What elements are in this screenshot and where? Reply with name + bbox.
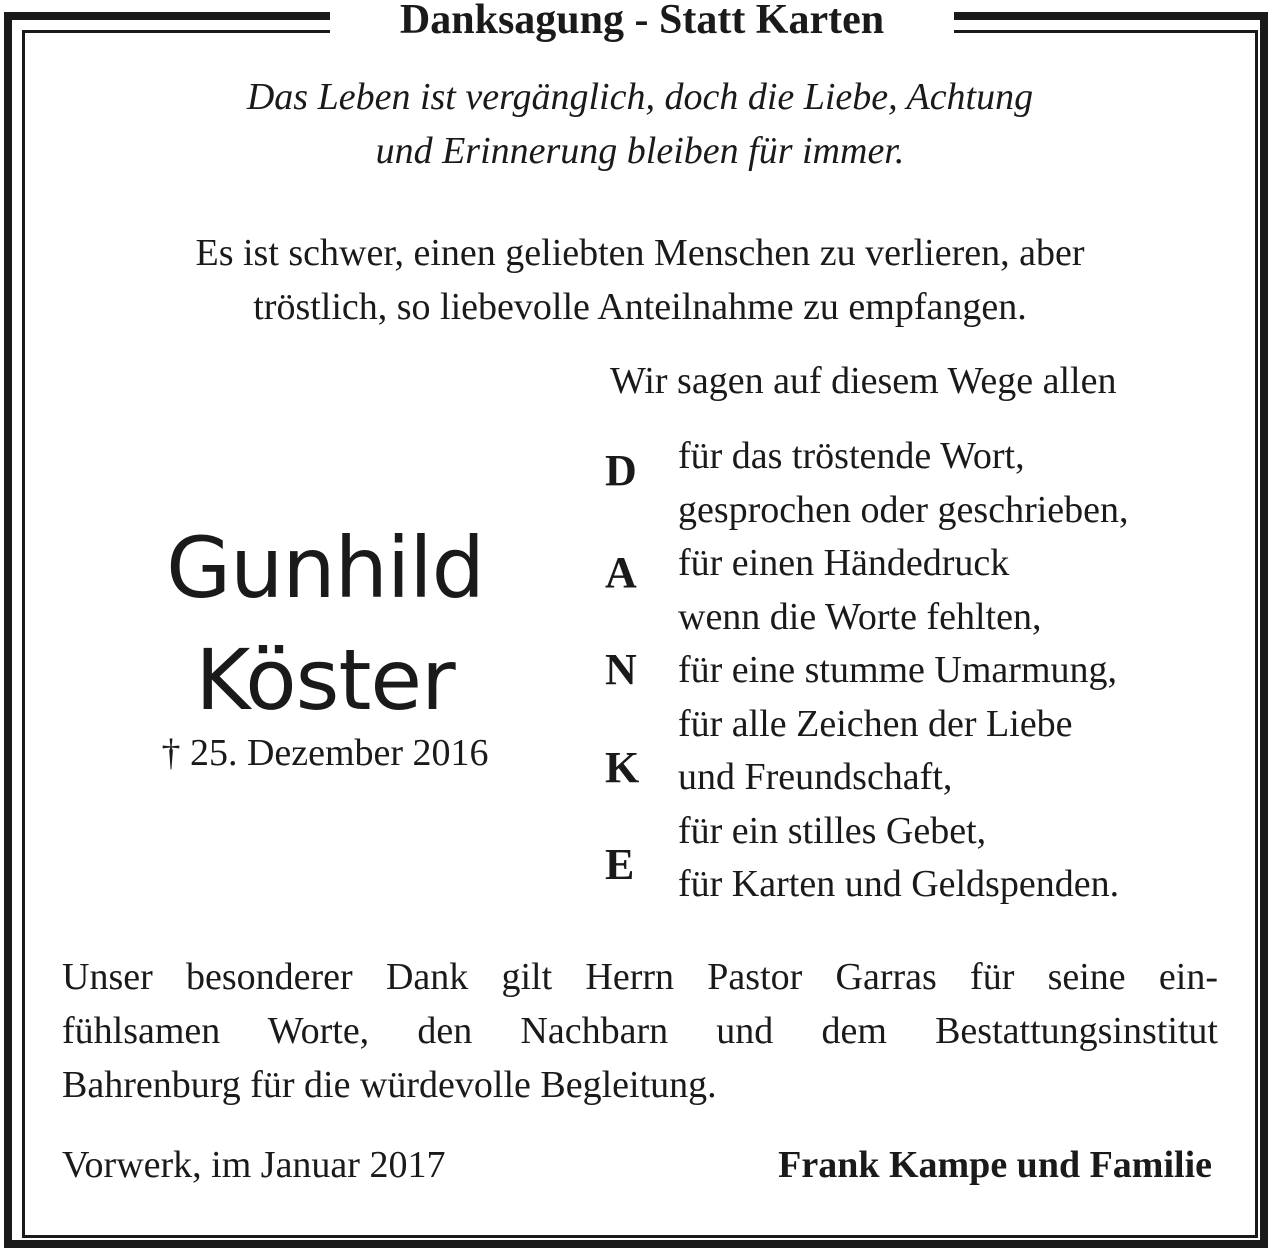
thanks-lead: Wir sagen auf diesem Wege allen [610,360,1117,402]
acrostic-letter-a: A [605,548,637,597]
motto [0,70,1280,178]
thanks-line: für eine stumme Umarmung, [678,649,1118,691]
intro-text [0,226,1280,334]
thanks-line: für einen Händedruck [678,542,1010,584]
special-thanks-line: fühlsamen Worte, den Nachbarn und dem Bestattungsinstitut [62,1010,1218,1052]
special-thanks [62,950,1218,1112]
thanks-line: gesprochen oder geschrieben, [678,488,1129,531]
thanks-line: für ein stilles Gebet, [678,809,987,852]
intro-line: Es ist schwer, einen geliebten Menschen zu verlieren, aber [195,232,1085,274]
thanks-line: für alle Zeichen der Liebe [678,702,1073,745]
special-thanks-line: Unser besonderer Dank gilt Herrn Pastor Garras für seine ein- [62,956,1218,998]
death-date: † 25. Dezember 2016 [161,732,489,774]
signature: Frank Kampe und Familie [778,1144,1212,1186]
thanks-line: für das tröstende Wort, [678,435,1025,477]
thanks-line: und Freundschaft, [678,756,953,798]
announcement-title: Danksagung - Statt Karten [399,0,885,43]
acrostic-letter-n: N [605,645,637,694]
intro-line: tröstlich, so liebevolle Anteilnahme zu empfangen. [253,286,1027,328]
acrostic-letter-d: D [605,446,637,495]
place-date: Vorwerk, im Januar 2017 [62,1144,446,1186]
thanks-line: wenn die Worte fehlten, [678,595,1042,638]
motto-line: Das Leben ist vergänglich, doch die Liebe, Achtung [246,76,1034,118]
thanks-list [678,430,1129,912]
motto-line: und Erinnerung bleiben für immer. [375,130,905,172]
acrostic-letter-e: E [605,840,635,889]
special-thanks-line: Bahrenburg für die würdevolle Begleitung. [62,1064,717,1106]
deceased-name [90,512,560,736]
deceased-first-name: Gunhild [166,519,484,617]
thanks-line: für Karten und Geldspenden. [678,863,1120,905]
deceased-last-name: Köster [195,631,455,729]
acrostic-letter-k: K [605,743,640,792]
